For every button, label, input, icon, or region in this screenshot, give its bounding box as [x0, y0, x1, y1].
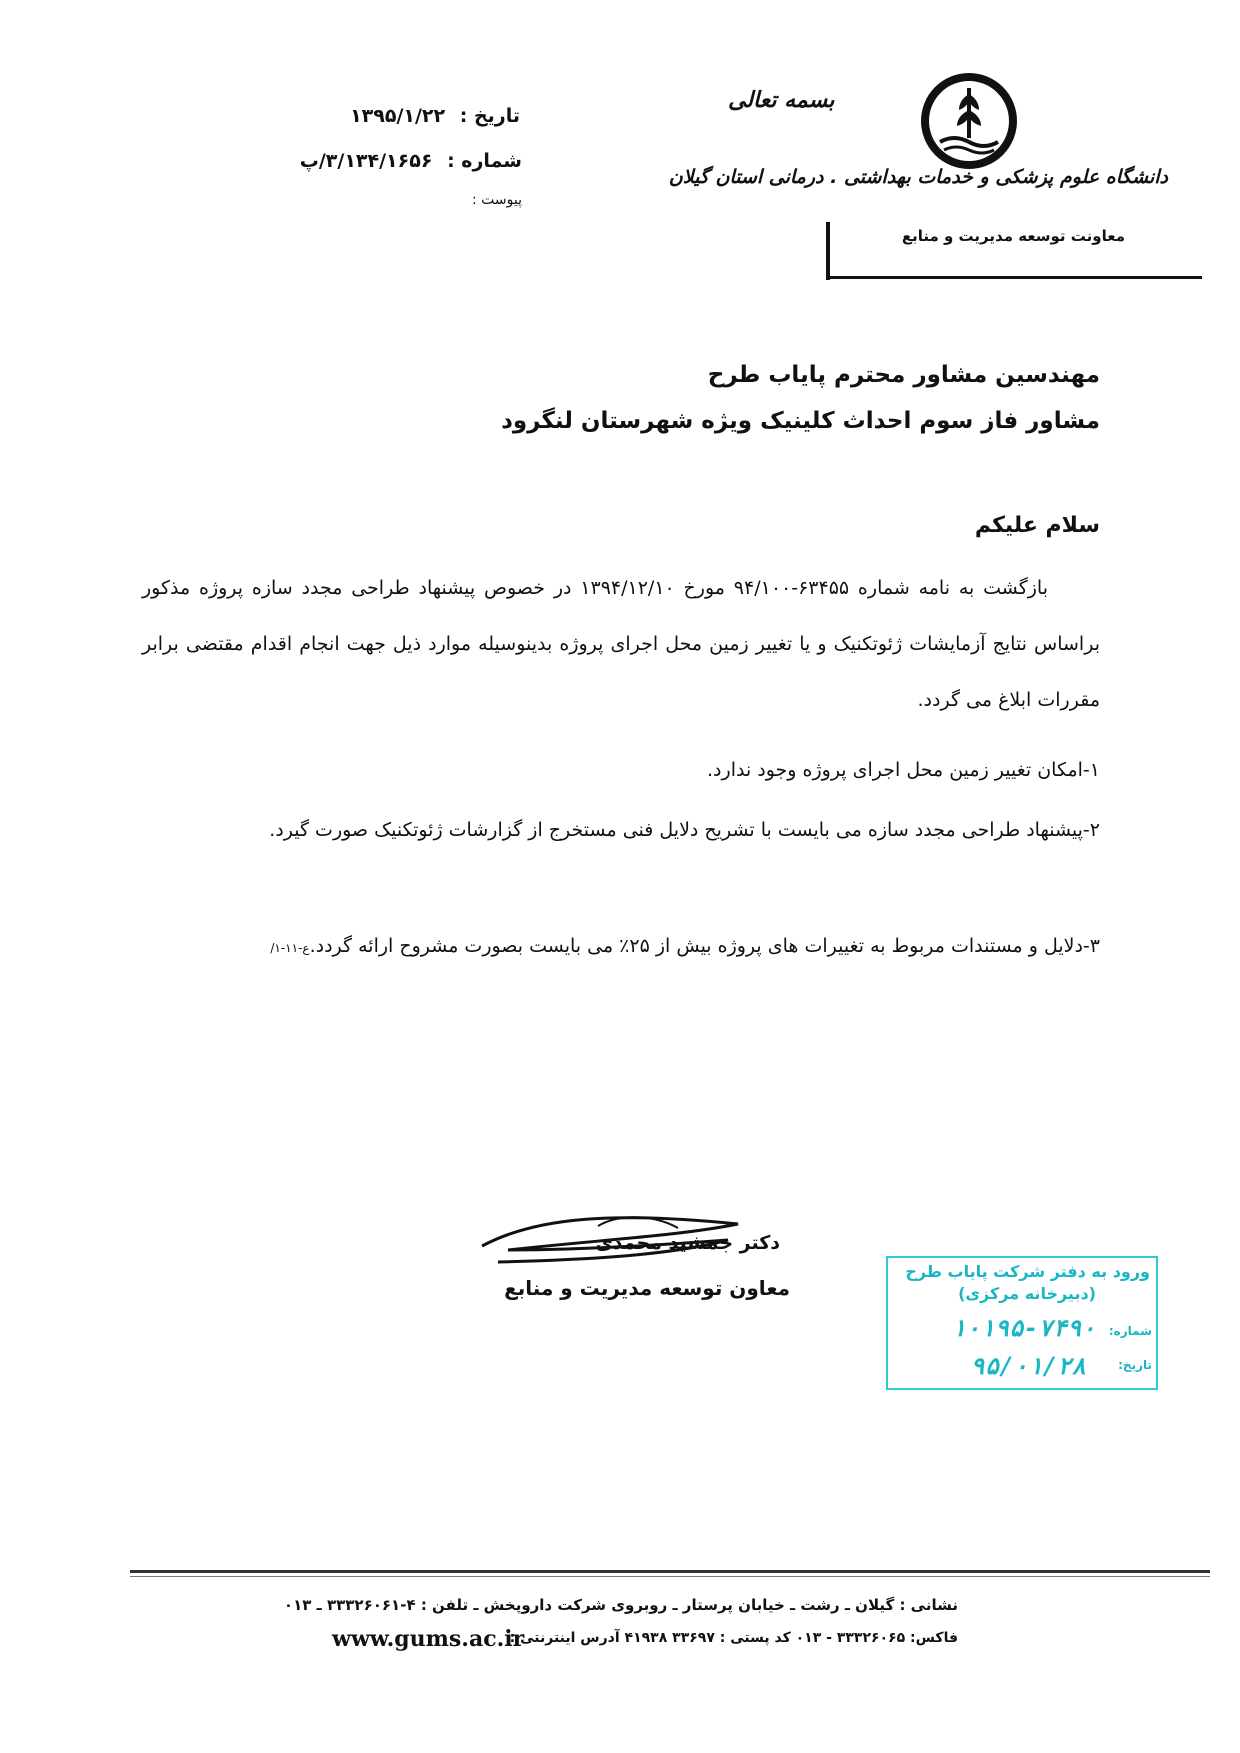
footer-fax: فاکس: ۳۳۳۲۶۰۶۵ - ۰۱۳ کد پستی : ۳۳۶۹۷ ۴۱۹۳۸ آدرس اینترنتی :: [509, 1630, 958, 1646]
item-1: ۱-امکان تغییر زمین محل اجرای پروژه وجود ندارد.: [707, 759, 1100, 781]
stamp-line-1: ورود به دفتر شرکت پایاب طرح: [905, 1262, 1150, 1281]
received-stamp: [886, 1256, 1158, 1390]
addressee-line-2: مشاور فاز سوم احداث کلینیک ویژه شهرستان لنگرود: [501, 408, 1100, 434]
footer-address: نشانی : گیلان ـ رشت ـ خیابان پرستار ـ روبروی شرکت داروپخش ـ تلفن : ۴-۳۳۳۲۶۰۶۱ ـ ۰۱۳: [283, 1596, 958, 1614]
footer-divider: [130, 1570, 1210, 1573]
stamp-line-2: (دبیرخانه مرکزی): [958, 1284, 1096, 1303]
signatory-title: معاون توسعه مدیریت و منابع: [504, 1276, 790, 1300]
university-emblem-icon: [910, 72, 1028, 170]
attachment-label: پیوست :: [472, 192, 522, 208]
university-name: دانشگاه علوم پزشکی و خدمات بهداشتی . درمانی استان گیلان: [668, 166, 1168, 188]
body-paragraph: بازگشت به نامه شماره ۶۳۴۵۵-۹۴/۱۰۰ مورخ ۱۳۹۴/۱۲/۱۰ در خصوص پیشنهاد طراحی مجدد سازه پروژه مذکور براساس نتایج آزمایشات ژئوتکنیک و یا تغییر زمین محل اجرای پروژه بدینوسیله موارد ذیل جهت انجام اقدام مقتضی برابر مقررات ابلاغ می گردد.: [142, 577, 1100, 711]
letter-number: [300, 150, 522, 172]
number-value: ۳/۱۳۴/۱۶۵۶/پ: [299, 150, 433, 172]
stamp-date-value: ۹۵/۰۱/۲۸: [970, 1352, 1086, 1380]
footer-website-link[interactable]: www.gums.ac.ir: [332, 1626, 525, 1652]
header-divider-horizontal: [826, 276, 1202, 279]
number-label: شماره :: [447, 150, 522, 172]
stamp-date-label: تاریخ:: [1118, 1358, 1152, 1372]
date-label: تاریخ :: [459, 105, 520, 127]
footer-divider-thin: [130, 1576, 1210, 1577]
date-value: ۱۳۹۵/۱/۲۲: [350, 105, 446, 127]
item-3-text: ۳-دلایل و مستندات مربوط به تغییرات های پروژه بیش از ۲۵٪ می بایست بصورت مشروح ارائه گردد.: [309, 935, 1100, 957]
stamp-number-value: ۱۰۱۹۵-۷۴۹۰: [951, 1314, 1096, 1342]
header-divider-vertical: [826, 222, 830, 280]
signatory-name: دکتر جمشید محمدی: [595, 1232, 780, 1254]
addressee-line-1: مهندسین مشاور محترم پایاب طرح: [707, 362, 1100, 388]
besmellah-heading: بسمه تعالی: [728, 88, 835, 113]
letter-date: [350, 105, 520, 127]
department-name: معاونت توسعه مدیریت و منابع: [901, 227, 1125, 245]
greeting: سلام علیکم: [974, 513, 1100, 538]
item-3: [142, 918, 1100, 976]
stamp-number-label: شماره:: [1108, 1324, 1152, 1338]
item-2: ۲-پیشنهاد طراحی مجدد سازه می بایست با تشریح دلایل فنی مستخرج از گزارشات ژئوتکنیک صورت گیرد.: [269, 819, 1100, 841]
item-3-code: ع-۱۱-۱/: [270, 941, 310, 955]
